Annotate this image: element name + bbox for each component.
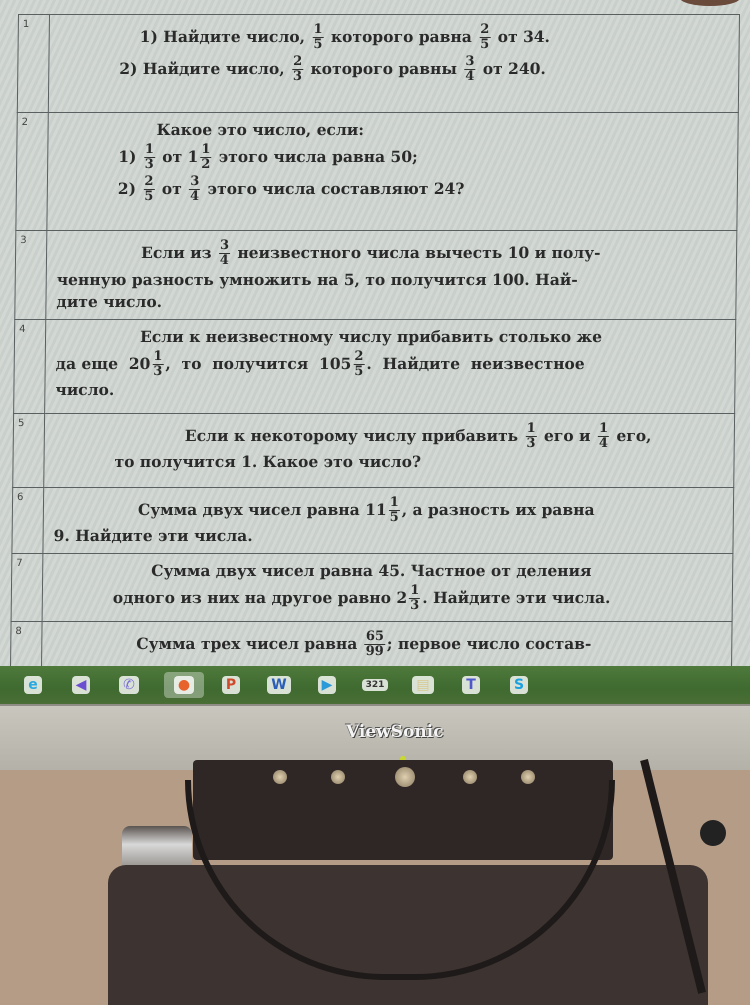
problem-row — [13, 413, 735, 487]
fraction: $\frac{3}{4}$ — [219, 238, 230, 269]
problem-text — [47, 113, 738, 231]
problem-row — [11, 622, 733, 667]
problem-number: 5 — [13, 413, 45, 487]
text-line: то получится 1. Какое это число? — [114, 452, 422, 472]
monitor-brand-logo: ViewSonic — [346, 722, 444, 742]
firefox-icon[interactable]: ● — [164, 672, 204, 698]
text-line: Сумма двух чисел равна 11 $\frac{1}{5}$ , а разность их равна — [137, 494, 595, 525]
text-line: 9. Найдите эти числа. — [53, 526, 253, 546]
word-icon[interactable]: W — [266, 672, 292, 698]
file-explorer-icon[interactable]: ▤ — [410, 672, 436, 698]
screen-reflection — [680, 0, 740, 6]
desk-object — [700, 820, 726, 846]
text-line: Если к неизвестному числу прибавить столько же — [139, 326, 603, 346]
fraction: $\frac{2}{5}$ — [354, 348, 364, 379]
text-line: Сумма трех чисел равна $\frac{65}{99}$ ; первое число состав- — [136, 629, 592, 660]
text-line: Если к некоторому числу прибавить $\frac{1}{3}$ его и $\frac{1}{4}$ его, — [184, 420, 652, 451]
problem-text — [42, 622, 733, 667]
fraction: $\frac{1}{5}$ — [389, 494, 399, 525]
problem-number: 2 — [16, 113, 48, 231]
problem-number: 3 — [15, 231, 47, 320]
powerpoint-icon[interactable]: P — [218, 672, 244, 698]
skype-icon[interactable]: S — [506, 672, 532, 698]
problem-number: 6 — [12, 487, 44, 554]
viber-icon[interactable]: ✆ — [116, 672, 142, 698]
text-line: Если из $\frac{3}{4}$ неизвестного числа вычесть 10 и полу- — [140, 238, 601, 269]
internet-explorer-icon[interactable]: e — [20, 672, 46, 698]
text-line: одного из них на другое равно 2 $\frac{1}{3}$ . Найдите эти числа. — [112, 583, 611, 614]
text-line: ченную разность умножить на 5, то получится 100. Най- — [56, 269, 578, 289]
problem-text — [43, 487, 734, 554]
taskbar — [0, 666, 750, 704]
problem-row — [15, 231, 737, 320]
text-line: 1) $\frac{1}{3}$ от 1 $\frac{1}{2}$ этого числа равна 50; — [118, 142, 418, 173]
fraction: $\frac{1}{4}$ — [598, 420, 609, 451]
fraction: $\frac{65}{99}$ — [365, 629, 385, 660]
fraction: $\frac{1}{2}$ — [201, 142, 211, 173]
media-player-icon[interactable]: ◀ — [68, 672, 94, 698]
text-line: дите число. — [56, 291, 163, 311]
fraction: $\frac{1}{3}$ — [144, 142, 154, 173]
fraction: $\frac{3}{4}$ — [465, 53, 475, 84]
fraction: $\frac{1}{5}$ — [313, 22, 323, 53]
problem-row — [14, 319, 736, 413]
text-line: Сумма двух чисел равна 45. Частное от деления — [151, 561, 592, 581]
problem-text — [44, 413, 735, 487]
text-line: Какое это число, если: — [156, 120, 365, 139]
media-player-classic-icon[interactable]: 321 — [362, 672, 388, 698]
problem-text — [42, 554, 733, 622]
problem-text — [46, 231, 737, 320]
text-line: число. — [55, 380, 115, 400]
fraction: $\frac{2}{3}$ — [292, 53, 303, 84]
fraction: $\frac{1}{3}$ — [153, 348, 163, 379]
problem-row — [16, 113, 738, 231]
fraction: $\frac{3}{4}$ — [189, 173, 200, 204]
problem-row — [17, 15, 739, 113]
text-line: 2) Найдите число, $\frac{2}{3}$ которого равны $\frac{3}{4}$ от 240. — [119, 53, 547, 84]
fraction: $\frac{2}{5}$ — [480, 22, 490, 53]
text-line: да еще 20 $\frac{1}{3}$ , то получится 105 $\frac{2}{5}$ . Найдите неизвестное — [55, 348, 585, 379]
problem-number: 1 — [17, 15, 49, 113]
problem-text — [48, 15, 739, 113]
text-line: 1) Найдите число, $\frac{1}{5}$ которого равна $\frac{2}{5}$ от 34. — [139, 22, 551, 53]
video-player-icon[interactable]: ▶ — [314, 672, 340, 698]
fraction: $\frac{1}{3}$ — [526, 420, 536, 451]
problem-row — [12, 487, 734, 554]
problem-row — [11, 554, 733, 622]
problem-number: 4 — [14, 319, 46, 413]
problems-table — [10, 14, 740, 667]
problem-number: 7 — [11, 554, 43, 622]
text-line: 2) $\frac{2}{5}$ от $\frac{3}{4}$ этого числа составляют 24? — [117, 173, 465, 204]
problem-text — [45, 319, 736, 413]
fraction: $\frac{1}{3}$ — [410, 583, 420, 614]
fraction: $\frac{2}{5}$ — [144, 173, 154, 204]
teams-icon[interactable]: T — [458, 672, 484, 698]
problem-number: 8 — [11, 622, 43, 667]
